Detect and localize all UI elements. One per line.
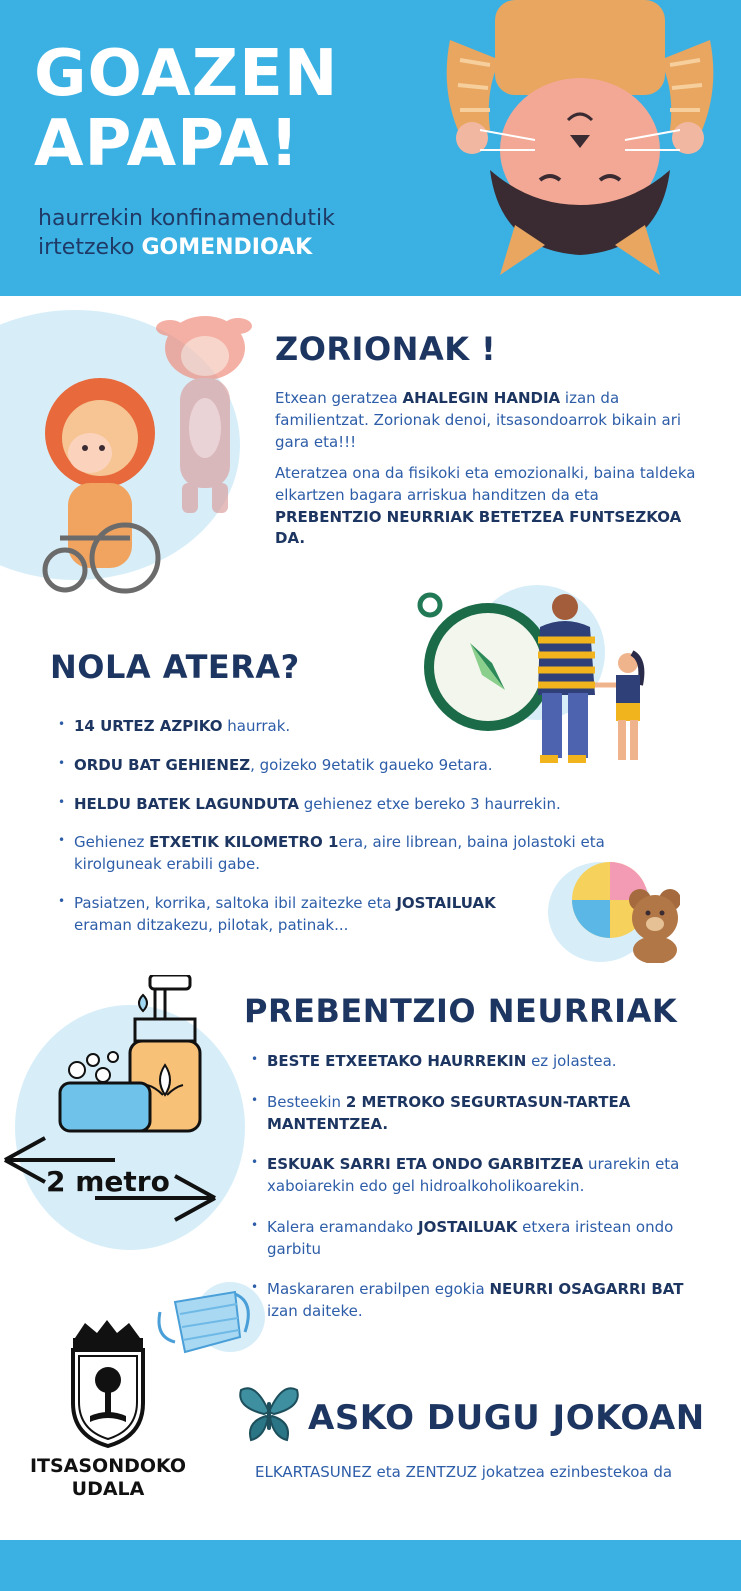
distance-label: 2 metro (46, 1165, 170, 1198)
item-text: haurrak. (222, 717, 291, 735)
children-costume-illustration (20, 308, 265, 608)
item-text: Besteekin (267, 1092, 346, 1111)
item-bold: ESKUAK SARRI ETA ONDO GARBITZEA (267, 1155, 584, 1174)
zorionak-p1-bold: AHALEGIN HANDIA (402, 389, 561, 407)
butterfly-icon (236, 1382, 302, 1444)
footer-bar (0, 1540, 741, 1591)
list-item (251, 1092, 691, 1136)
header-divider (0, 296, 741, 299)
item-bold: JOSTAILUAK (396, 893, 496, 912)
cat-child-illustration (430, 0, 730, 296)
item-text: ez jolastea. (526, 1052, 617, 1070)
face-mask-icon (150, 1282, 260, 1362)
subtitle-line2-bold: GOMENDIOAK (141, 234, 313, 260)
list-item (58, 893, 544, 937)
municipality-line1: ITSASONDOKO (29, 1455, 187, 1477)
coat-of-arms-logo (65, 1318, 150, 1448)
municipality-line2: UDALA (71, 1477, 145, 1500)
subtitle (38, 205, 335, 262)
prebentzio-list (251, 1051, 691, 1323)
tagline: ELKARTASUNEZ eta ZENTZUZ jokatzea ezinbestekoa da (255, 1463, 673, 1481)
item-text: urarekin eta xaboiarekin edo gel hidroalkoholikoarekin. (267, 1155, 680, 1195)
zorionak-paragraph-1 (275, 388, 705, 453)
list-item (251, 1154, 691, 1198)
prebentzio-title: PREBENTZIO NEURRIAK (244, 992, 678, 1030)
list-item (251, 1217, 687, 1261)
item-text: gehienez etxe bereko 3 haurrekin. (298, 794, 561, 813)
item-text: , goizeko 9etatik gaueko 9etara. (250, 755, 493, 774)
item-text: Gehienez (74, 833, 150, 852)
item-text: etxera iristean ondo garbitu (267, 1217, 674, 1258)
list-item (251, 1279, 697, 1323)
list-item (58, 716, 648, 738)
item-text: Maskararen erabilpen egokia (267, 1280, 490, 1299)
zorionak-p2-text: Ateratzea ona da fisikoki eta emozionalki, baina taldeka elkartzen bagara arriskua handitzen da eta (275, 464, 696, 504)
page-title-line2: APAPA! (34, 107, 300, 181)
subtitle-line2-text: irtetzeko (38, 234, 142, 260)
item-text: era, aire librean, baina jolastoki eta kirolguneak erabili gabe. (74, 833, 605, 873)
item-text: Pasiatzen, korrika, saltoka ibil zaitezke eta (74, 893, 397, 912)
item-bold: 14 URTEZ AZPIKO (74, 717, 223, 735)
nola-atera-title: NOLA ATERA? (50, 648, 300, 686)
municipality-name (24, 1455, 192, 1501)
slogan-title: ASKO DUGU JOKOAN (308, 1398, 705, 1438)
item-bold: ETXETIK KILOMETRO 1 (149, 833, 339, 852)
item-bold: JOSTAILUAK (418, 1217, 518, 1236)
list-item (58, 794, 648, 816)
item-bold: BESTE ETXEETAKO HAURREKIN (267, 1052, 527, 1070)
zorionak-p1-rest: izan da familientzat. Zorionak denoi, itsasondoarrok bikain ari gara eta!!! (275, 389, 682, 451)
list-item (58, 755, 648, 777)
subtitle-line2 (38, 234, 335, 263)
ball-teddy-illustration (570, 858, 680, 963)
subtitle-line1: haurrekin konfinamendutik (38, 206, 335, 231)
item-bold: ORDU BAT GEHIENEZ (74, 755, 251, 774)
item-text: eraman ditzakezu, pilotak, patinak... (74, 915, 349, 934)
zorionak-p1-text: Etxean geratzea (275, 389, 403, 407)
item-bold: NEURRI OSAGARRI BAT (489, 1280, 684, 1299)
item-text: izan daiteke. (267, 1302, 363, 1320)
zorionak-p2-bold: PREBENTZIO NEURRIAK BETETZEA FUNTSEZKOA DA. (275, 507, 682, 548)
item-bold: HELDU BATEK LAGUNDUTA (74, 794, 299, 813)
item-bold: 2 METROKO SEGURTASUN-TARTEA MANTENTZEA. (267, 1092, 631, 1133)
item-text: Kalera eramandako (267, 1217, 418, 1236)
list-item (58, 832, 644, 876)
soap-illustration (55, 975, 225, 1140)
zorionak-paragraph-2 (275, 463, 705, 550)
list-item (251, 1051, 691, 1073)
page-title-line1: GOAZEN (34, 37, 339, 111)
zorionak-title: ZORIONAK ! (275, 330, 497, 368)
